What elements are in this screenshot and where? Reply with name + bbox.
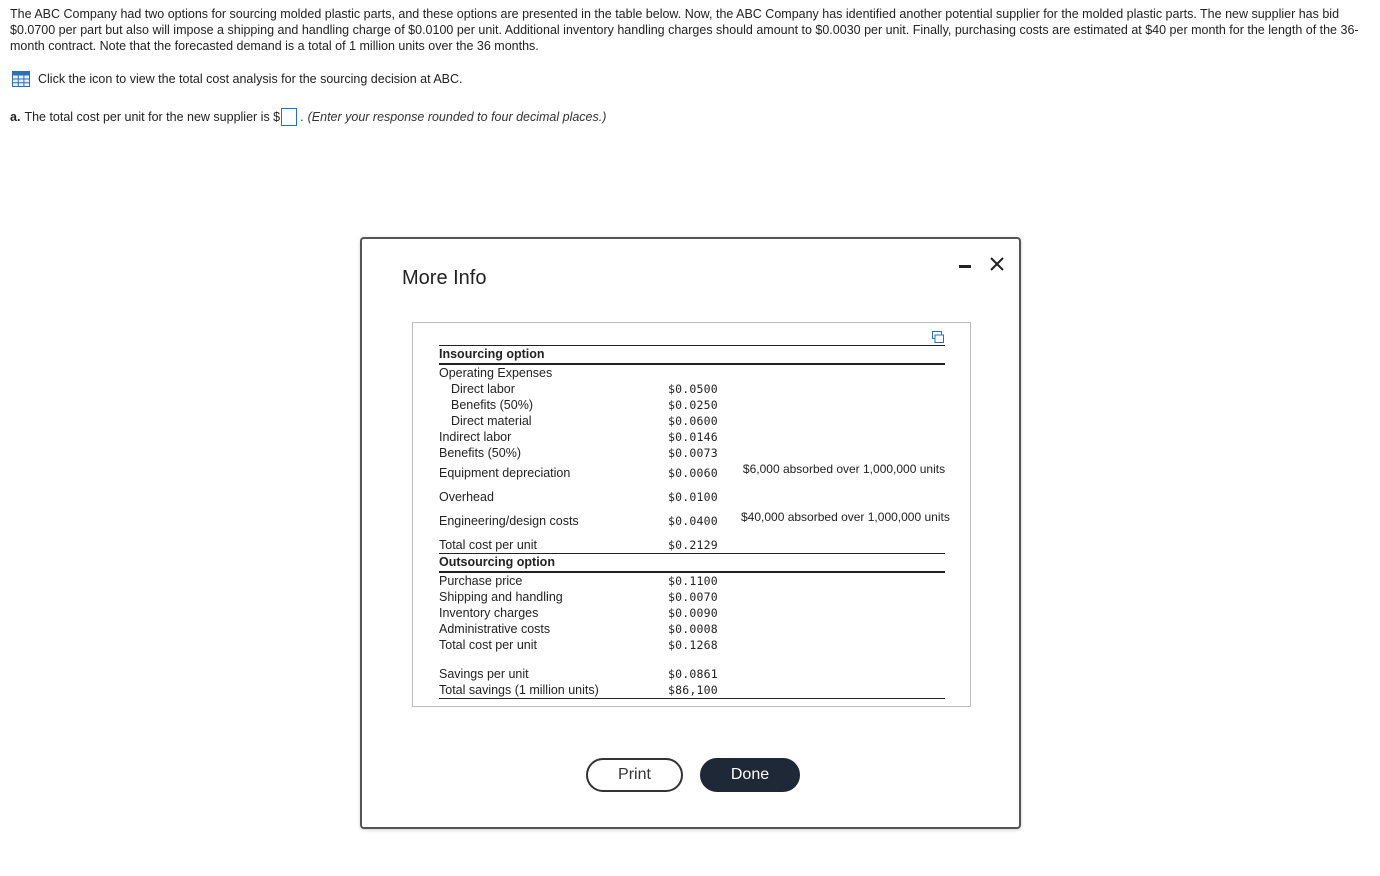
more-info-dialog (360, 237, 1021, 829)
copy-icon[interactable] (932, 331, 944, 343)
outsourcing-header: Outsourcing option (439, 554, 945, 573)
total-savings-row: Total savings (1 million units) $86,100 (439, 682, 945, 699)
operating-expenses-row: Operating Expenses (439, 366, 553, 380)
equipment-row: Equipment depreciation $0.0060 $6,000 absorbed over 1,000,000 units (439, 462, 946, 480)
question-text: The total cost per unit for the new supplier is $ (24, 110, 281, 124)
question-hint: (Enter your response rounded to four decimal places.) (307, 110, 607, 124)
engineering-note: $40,000 absorbed over 1,000,000 units (741, 510, 950, 524)
cost-analysis-panel (412, 322, 971, 707)
table-row: Total cost per unit $0.1268 (439, 638, 718, 652)
overhead-row: Overhead $0.0100 (439, 490, 718, 504)
view-table-link[interactable] (12, 70, 463, 88)
close-icon[interactable] (988, 255, 1006, 273)
dialog-title: More Info (402, 267, 487, 289)
table-row: Direct material $0.0600 (451, 414, 718, 428)
equipment-note: $6,000 absorbed over 1,000,000 units (742, 462, 946, 476)
table-row: Benefits (50%) $0.0073 (439, 446, 718, 460)
table-icon[interactable] (12, 71, 30, 87)
question-a: a. The total cost per unit for the new supplier is $ . (Enter your response rounded to four decimal places.) (10, 110, 607, 124)
cost-table (439, 345, 950, 699)
answer-input[interactable] (281, 108, 297, 126)
table-row: Administrative costs $0.0008 (439, 622, 718, 636)
insource-total-row: Total cost per unit $0.2129 (439, 533, 945, 554)
done-button[interactable]: Done (700, 758, 800, 792)
minimize-icon[interactable] (956, 255, 974, 273)
problem-statement: The ABC Company had two options for sourcing molded plastic parts, and these options are presented in the table below. Now, the ABC Company has identified another potential supplier for the molded plastic parts. The new supplier has bid $0.0700 per part but also will impose a shipping and handling charge of $0.0100 per unit. Additional inventory handling charges should amount to $0.0030 per unit. Finally, purchasing costs are estimated at $40 per month for the length of the 36-month contract. Note that the forecasted demand is a total of 1 million units over the 36 months. (10, 7, 1359, 53)
savings-per-unit-row: Savings per unit $0.0861 (439, 667, 718, 681)
insourcing-header: Insourcing option (439, 345, 945, 365)
question-label: a. (10, 110, 21, 124)
view-table-text: Click the icon to view the total cost analysis for the sourcing decision at ABC. (38, 72, 463, 86)
table-row: Benefits (50%) $0.0250 (451, 398, 718, 412)
table-row: Purchase price $0.1100 (439, 574, 718, 588)
table-row: Inventory charges $0.0090 (439, 606, 718, 620)
print-button[interactable]: Print (586, 758, 683, 792)
engineering-row: Engineering/design costs $0.0400 $40,000 absorbed over 1,000,000 units (439, 510, 950, 528)
table-row: Shipping and handling $0.0070 (439, 590, 718, 604)
table-row: Indirect labor $0.0146 (439, 430, 718, 444)
table-row: Direct labor $0.0500 (451, 382, 718, 396)
